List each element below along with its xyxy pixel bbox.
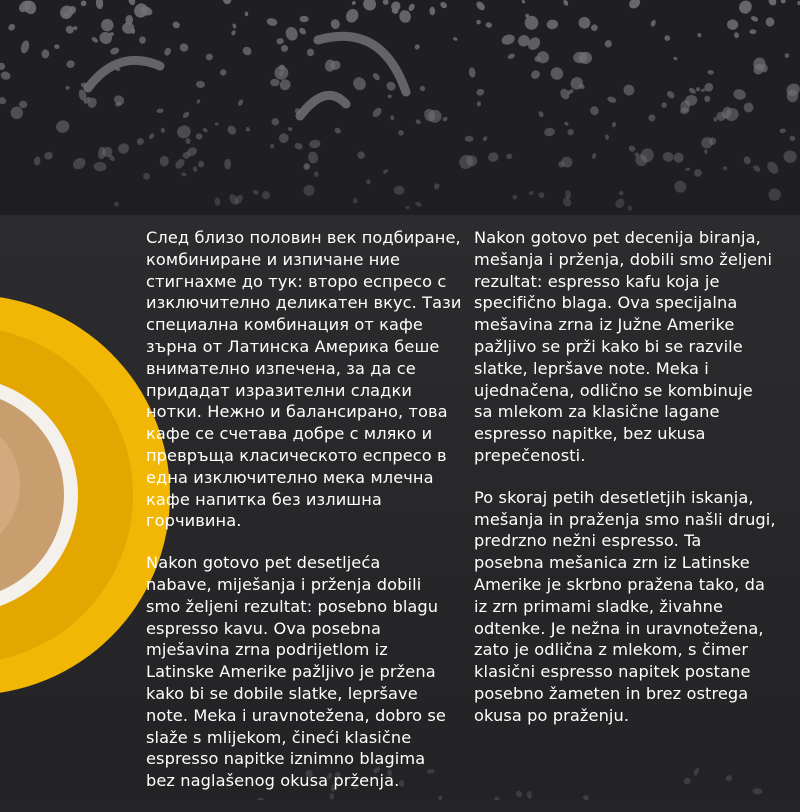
pattern-dot bbox=[387, 94, 392, 99]
pattern-dot bbox=[568, 75, 585, 93]
pattern-dot bbox=[627, 205, 632, 211]
pattern-dot bbox=[160, 156, 170, 167]
pattern-dot bbox=[789, 135, 796, 142]
pattern-dot bbox=[506, 153, 512, 159]
pattern-arc-small bbox=[300, 95, 346, 116]
pattern-dot bbox=[694, 169, 703, 178]
pattern-dot bbox=[196, 81, 206, 89]
pattern-dot bbox=[765, 17, 774, 27]
paragraph-serbian: Nakon gotovo pet decenija biranja, mešanja i prženja, dobili smo željeni rezultat: espresso kafu koja je specifično blaga. Ova specijalna mešavina zrna iz Južne Amerike pažljivo se prži kako bi se razvile slatke, lepršave note. Meka i ujednačena, odlično se kombinuje sa mlekom za klasične lagane espresso napitke, bez ukusa prepečenosti. bbox=[474, 228, 773, 465]
pattern-dot bbox=[487, 151, 499, 163]
pattern-dot bbox=[500, 33, 516, 46]
pattern-dot bbox=[468, 67, 476, 78]
pattern-dot bbox=[704, 149, 708, 154]
pattern-dot bbox=[245, 12, 249, 17]
pattern-dot bbox=[136, 137, 146, 147]
pattern-dot bbox=[95, 0, 103, 9]
pattern-dot bbox=[284, 25, 300, 42]
pattern-dot bbox=[252, 189, 259, 196]
pattern-dot bbox=[605, 134, 610, 140]
pattern-dot bbox=[628, 144, 637, 152]
pattern-dot bbox=[41, 49, 50, 59]
pattern-dot bbox=[214, 122, 218, 125]
pattern-dot bbox=[673, 56, 678, 61]
pattern-dot bbox=[181, 172, 187, 177]
pattern-dot bbox=[127, 0, 136, 6]
pattern-dot bbox=[193, 166, 198, 172]
pattern-dot bbox=[407, 3, 415, 12]
pattern-dot bbox=[351, 75, 369, 93]
pattern-dot bbox=[742, 101, 756, 115]
pattern-dot bbox=[536, 50, 550, 64]
pattern-dot bbox=[353, 197, 359, 203]
pattern-dot bbox=[562, 0, 569, 7]
pattern-dot bbox=[749, 29, 756, 34]
pattern-dot bbox=[475, 0, 487, 12]
pattern-dot bbox=[732, 88, 747, 101]
pattern-dot bbox=[20, 40, 31, 55]
pattern-dot bbox=[266, 17, 278, 27]
pattern-dot bbox=[703, 81, 715, 93]
pattern-dot bbox=[442, 116, 449, 122]
pattern-arc-left bbox=[88, 60, 160, 88]
pattern-dot bbox=[742, 155, 752, 165]
pattern-dot bbox=[148, 132, 155, 140]
pattern-dot bbox=[722, 165, 728, 171]
pattern-dot bbox=[54, 119, 70, 135]
pattern-dot bbox=[688, 87, 697, 95]
pattern-dot bbox=[767, 186, 783, 203]
pattern-dot bbox=[294, 142, 304, 151]
pattern-dot bbox=[163, 47, 172, 57]
pattern-dot bbox=[195, 133, 202, 140]
pattern-dot bbox=[91, 36, 99, 44]
pattern-dot bbox=[7, 23, 16, 32]
pattern-dot bbox=[707, 70, 714, 76]
pattern-dot bbox=[64, 24, 75, 35]
pattern-dot bbox=[507, 53, 516, 60]
pattern-dot bbox=[109, 46, 120, 56]
pattern-dot bbox=[485, 21, 493, 28]
pattern-dot bbox=[173, 157, 186, 170]
pattern-dot bbox=[664, 35, 671, 42]
text-column-left bbox=[146, 227, 471, 812]
pattern-dot bbox=[693, 767, 700, 776]
pattern-dot bbox=[752, 788, 762, 795]
pattern-dot bbox=[695, 86, 701, 92]
pattern-dot bbox=[302, 184, 316, 198]
pattern-dot bbox=[351, 0, 357, 5]
pattern-dot bbox=[270, 144, 275, 149]
pattern-dot bbox=[330, 18, 341, 30]
pattern-dot bbox=[299, 16, 308, 23]
pattern-dot bbox=[382, 0, 389, 6]
pattern-dot bbox=[591, 152, 597, 159]
pattern-dot bbox=[704, 95, 711, 103]
pattern-dot bbox=[43, 151, 54, 161]
pattern-dot bbox=[674, 152, 684, 163]
pattern-dot bbox=[752, 164, 762, 173]
pattern-dot bbox=[538, 192, 544, 198]
pattern-dot bbox=[725, 774, 733, 782]
pattern-dot bbox=[114, 201, 120, 207]
pattern-dot bbox=[262, 191, 270, 199]
pattern-dot bbox=[527, 791, 533, 799]
pattern-dot bbox=[439, 1, 448, 10]
pattern-dot bbox=[182, 111, 191, 120]
pattern-dot bbox=[54, 44, 60, 49]
pattern-dot bbox=[66, 60, 75, 69]
pattern-dot bbox=[611, 121, 616, 127]
pattern-dot bbox=[0, 70, 11, 80]
pattern-dot bbox=[475, 19, 482, 26]
pattern-dot bbox=[476, 88, 485, 97]
pattern-dot bbox=[613, 197, 626, 210]
pattern-dot bbox=[179, 42, 190, 53]
pattern-dot bbox=[160, 127, 165, 133]
pattern-dot bbox=[750, 15, 759, 23]
pattern-dot bbox=[493, 795, 501, 800]
pattern-dot bbox=[405, 205, 410, 209]
pattern-dot bbox=[389, 0, 402, 13]
pattern-dot bbox=[333, 127, 341, 135]
pattern-dot bbox=[521, 0, 526, 4]
pattern-dot bbox=[697, 33, 701, 37]
pattern-dot bbox=[313, 171, 319, 178]
pattern-dot bbox=[419, 85, 426, 92]
pattern-dot bbox=[477, 101, 482, 106]
pattern-dot bbox=[287, 126, 293, 132]
pattern-dot bbox=[618, 190, 624, 196]
pattern-dot bbox=[226, 124, 238, 136]
pattern-dot bbox=[666, 90, 676, 100]
pattern-dot bbox=[372, 72, 381, 82]
pattern-dot bbox=[604, 40, 612, 49]
pattern-dot bbox=[683, 777, 691, 784]
pattern-dot bbox=[544, 127, 556, 137]
pattern-dot bbox=[270, 79, 280, 87]
pattern-dot bbox=[171, 20, 181, 29]
pattern-dot bbox=[276, 37, 285, 45]
pattern-dot bbox=[231, 29, 237, 36]
pattern-dot bbox=[582, 794, 590, 800]
pattern-dot bbox=[590, 23, 599, 32]
pattern-dot bbox=[356, 150, 367, 161]
pattern-dot bbox=[196, 99, 201, 104]
pattern-dot bbox=[398, 130, 404, 136]
pattern-dot bbox=[529, 69, 541, 81]
pattern-dot bbox=[647, 113, 657, 123]
pattern-dot bbox=[302, 162, 312, 172]
pattern-dot bbox=[117, 142, 131, 156]
pattern-dot bbox=[202, 127, 208, 133]
pattern-dot bbox=[175, 123, 192, 140]
pattern-dot bbox=[306, 48, 314, 57]
pattern-dot bbox=[546, 19, 559, 30]
pattern-dot bbox=[737, 0, 755, 16]
pattern-dot bbox=[577, 15, 592, 30]
pattern-dot bbox=[385, 80, 398, 93]
pattern-dot bbox=[65, 85, 70, 90]
pattern-dot bbox=[589, 105, 600, 117]
pattern-dot bbox=[453, 36, 459, 41]
pattern-dot bbox=[726, 18, 739, 30]
pattern-dot bbox=[245, 126, 251, 132]
pattern-dot bbox=[58, 3, 76, 21]
pattern-dot bbox=[220, 69, 226, 76]
pattern-dot bbox=[237, 98, 244, 106]
pattern-dot bbox=[429, 7, 435, 16]
pattern-dot bbox=[414, 201, 422, 208]
pattern-dot bbox=[309, 139, 321, 149]
pattern-dot bbox=[548, 65, 566, 83]
text-column-right bbox=[474, 227, 794, 747]
pattern-dot bbox=[278, 132, 290, 144]
pattern-dot bbox=[221, 0, 233, 6]
pattern-dot bbox=[271, 117, 280, 126]
paragraph-slovenian: Po skoraj petih desetletjih iskanja, mešanja in praženja smo našli drugi, predrzno nežni espresso. Ta posebna mešanica zrn iz Latinske Amerike je skrbno pražena tako, da iz zrn primami sladke, živahne odtenke. Je nežna in uravnotežena, zato je odlična z mlekom, s čimer klasični espresso napitek postane posebno žameten in brez ostrega okusa po praženju. bbox=[474, 487, 776, 725]
pattern-dot bbox=[525, 16, 539, 30]
paragraph-bulgarian: След близо половин век подбиране, комбиниране и изпичане ние стигнахме до тук: второ еспресо с изключително деликатен вкус. Тази специална комбинация от кафе зърна от Латинска Америка беше внимателно изпечена, за да се придадат изразителни сладки нотки. Нежно и балансирано, това кафе се счетава добре с мляко и превръща класическото еспресо в една изключително мека млечна кафе напитка без излишна горчивина. bbox=[146, 228, 462, 531]
pattern-dot bbox=[482, 135, 488, 142]
pattern-dot bbox=[784, 52, 790, 58]
pattern-dot bbox=[662, 151, 674, 162]
pattern-dot bbox=[606, 95, 617, 104]
pattern-dot bbox=[433, 182, 441, 190]
pattern-dot bbox=[0, 63, 5, 71]
pattern-dot bbox=[650, 19, 657, 27]
pattern-dot bbox=[307, 151, 319, 164]
pattern-dot bbox=[93, 161, 107, 171]
pattern-dot bbox=[622, 83, 635, 96]
pattern-dot bbox=[733, 32, 739, 39]
pattern-dot bbox=[781, 0, 786, 4]
pattern-dot bbox=[528, 190, 534, 196]
paragraph-croatian: Nakon gotovo pet desetljeća nabave, miješanja i prženja dobili smo željeni rezultat: posebno blagu espresso kavu. Ova posebna mješavina zrna podrijetlom iz Latinske Amerike pažljivo je pržena kako bi se dobile slatke, lepršave note. Meka i uravnotežena, dobro se slaže s mlijekom, čineći klasične espresso napitke iznimno blagima bez naglašenog okusa prženja. bbox=[146, 553, 446, 791]
pattern-dot bbox=[627, 0, 642, 11]
pattern-dot bbox=[765, 159, 781, 175]
pattern-dot bbox=[186, 138, 191, 144]
pattern-dot bbox=[0, 96, 7, 106]
pattern-dot bbox=[344, 7, 361, 25]
pattern-dot bbox=[767, 0, 778, 7]
pattern-dot bbox=[779, 128, 786, 134]
pattern-dot bbox=[660, 101, 668, 109]
pattern-dot bbox=[139, 36, 147, 44]
pattern-dot bbox=[371, 106, 383, 119]
pattern-dot bbox=[80, 0, 88, 7]
pattern-dot bbox=[280, 44, 289, 53]
pattern-dot bbox=[205, 53, 213, 61]
pattern-dot bbox=[382, 168, 389, 175]
pattern-dot bbox=[298, 27, 307, 36]
pattern-dot bbox=[398, 9, 412, 24]
pattern-dot bbox=[197, 160, 204, 168]
pattern-dot bbox=[241, 45, 253, 57]
pattern-dot bbox=[672, 178, 689, 195]
pattern-dot bbox=[224, 159, 231, 170]
pattern-dot bbox=[99, 16, 116, 33]
pattern-dot bbox=[33, 156, 41, 166]
pattern-dot bbox=[71, 156, 88, 172]
pattern-dot bbox=[566, 128, 575, 137]
pattern-dot bbox=[538, 110, 545, 118]
pattern-dot bbox=[515, 790, 523, 798]
pattern-dot bbox=[214, 197, 220, 206]
pattern-dot bbox=[232, 23, 237, 29]
pattern-dot bbox=[713, 117, 717, 122]
pattern-dot bbox=[390, 115, 395, 121]
pattern-dot bbox=[143, 172, 150, 180]
pattern-dot bbox=[783, 150, 797, 164]
pattern-dot bbox=[512, 194, 518, 200]
pattern-dot bbox=[564, 121, 570, 126]
pattern-dot bbox=[685, 168, 690, 171]
pattern-dot bbox=[393, 185, 405, 195]
pattern-dot bbox=[414, 43, 421, 50]
pattern-dot bbox=[156, 108, 164, 113]
pattern-dot bbox=[366, 179, 372, 185]
pattern-dot bbox=[19, 100, 28, 108]
pattern-dot bbox=[465, 136, 474, 142]
pattern-dot bbox=[415, 118, 422, 125]
pattern-dot bbox=[360, 0, 378, 13]
